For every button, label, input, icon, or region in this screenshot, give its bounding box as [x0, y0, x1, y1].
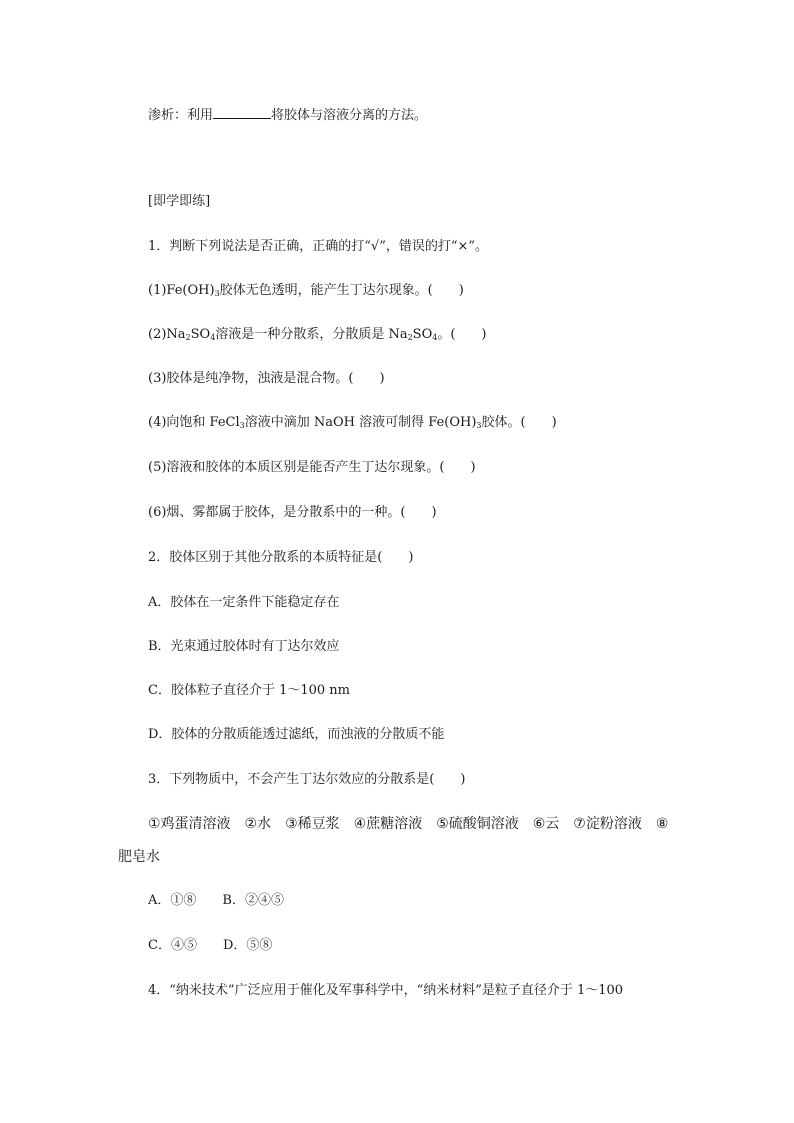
q3-stem: 3．下列物质中，不会产生丁达尔效应的分散系是( ) [148, 772, 466, 787]
q1-item-2-text-mid3: SO [412, 327, 433, 342]
dialysis-tail: 将胶体与溶液分离的方法。 [271, 108, 428, 123]
subscript: 4 [210, 333, 216, 342]
q2-option-b: B．光束通过胶体时有丁达尔效应 [148, 639, 340, 654]
q1-stem: 1．判断下列说法是否正确，正确的打“√”，错误的打“×”。 [148, 239, 489, 254]
q1-item-3: (3)胶体是纯净物，浊液是混合物。( ) [148, 371, 385, 386]
dialysis-label: 渗析：利用 [148, 108, 214, 123]
q2-option-d: D．胶体的分散质能透过滤纸，而浊液的分散质不能 [148, 727, 445, 742]
dialysis-definition [148, 104, 427, 125]
q1-item-2-text-b: 。( ) [437, 327, 487, 342]
q4-stem: 4．“纳米技术”广泛应用于催化及军事科学中，“纳米材料”是粒子直径介于 1～100 [148, 983, 624, 998]
q1-item-4-text-mid: 溶液中滴加 NaOH 溶液可制得 Fe(OH) [244, 415, 477, 430]
q2-option-a: A．胶体在一定条件下能稳定存在 [148, 595, 340, 610]
fill-in-blank [213, 104, 271, 119]
q1-item-6: (6)烟、雾都属于胶体，是分散系中的一种。( ) [148, 505, 437, 520]
section-title: [即学即练] [148, 194, 211, 209]
subscript: 3 [476, 421, 482, 430]
subscript: 3 [239, 421, 245, 430]
q1-item-1 [148, 282, 464, 303]
q1-item-2 [148, 326, 487, 347]
q1-item-4 [148, 414, 557, 435]
subscript: 3 [214, 289, 220, 298]
q2-option-c: C．胶体粒子直径介于 1～100 nm [148, 683, 350, 698]
q2-stem: 2．胶体区别于其他分散系的本质特征是( ) [148, 550, 414, 565]
q3-options-row-1: A．①⑧ B．②④⑤ [148, 893, 284, 908]
q1-item-2-text-mid2: 溶液是一种分散系，分散质是 Na [215, 327, 408, 342]
q3-options-row-2: C．④⑤ D．⑤⑧ [148, 938, 273, 953]
q3-substance-list: ①鸡蛋清溶液 ②水 ③稀豆浆 ④蔗糖溶液 ⑤硫酸铜溶液 ⑥云 ⑦淀粉溶液 ⑧ [148, 816, 669, 832]
q1-item-4-text-b: 胶体。( ) [481, 415, 557, 430]
subscript: 2 [185, 333, 191, 342]
subscript: 4 [432, 333, 438, 342]
q1-item-2-text-a: (2)Na [148, 327, 186, 342]
q1-item-4-text-a: (4)向饱和 FeCl [148, 415, 240, 430]
q1-item-5: (5)溶液和胶体的本质区别是能否产生丁达尔现象。( ) [148, 460, 476, 475]
q1-item-2-text-mid1: SO [190, 327, 211, 342]
q3-substance-list-cont: 肥皂水 [118, 849, 160, 865]
subscript: 2 [407, 333, 413, 342]
q1-item-1-text-a: (1)Fe(OH) [148, 283, 215, 298]
q1-item-1-text-b: 胶体无色透明，能产生丁达尔现象。( ) [219, 283, 464, 298]
